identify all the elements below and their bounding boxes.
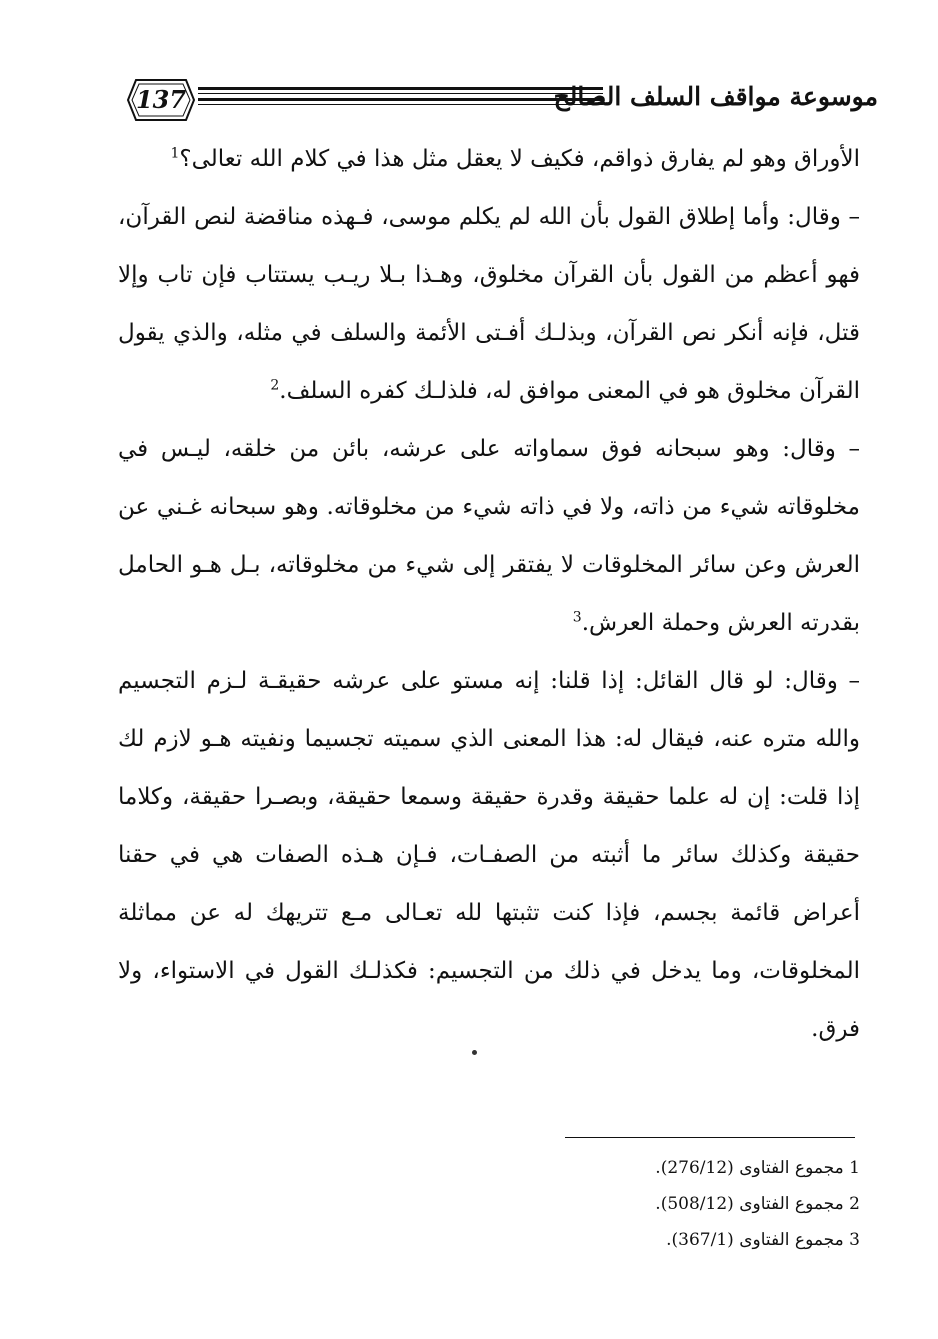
paragraph <box>118 652 860 1058</box>
footnotes <box>565 1150 860 1258</box>
footnote-ref: 1 <box>170 145 180 162</box>
header-rule <box>198 104 603 105</box>
header-rule <box>198 98 603 101</box>
main-text <box>118 130 860 1058</box>
paragraph-text: الأوراق وهو لم يفارق ذواقم، فكيف لا يعقل مثل هذا في كلام الله تعالى؟ <box>179 146 860 172</box>
page-number-badge <box>126 78 196 122</box>
page-number: 137 <box>135 85 187 114</box>
footnote-ref: 3 <box>572 609 582 626</box>
book-title: موسوعة مواقف السلف الصالح <box>553 82 878 111</box>
paragraph <box>118 130 860 188</box>
ink-speck <box>472 1050 477 1055</box>
footnote-item: 1 مجموع الفتاوى (276/12). <box>655 1158 860 1178</box>
paragraph-text: – وقال: لو قال القائل: إذا قلنا: إنه مستو على عرشه حقيقـة لـزم التجسيم والله متره عنه، فيقال له: هذا المعنى الذي سميته تجسيما ونفيته هـو لازم لك إذا قلت: إن له علما حقيقة وقدرة حقيقة وسمعا حقيقة، وبصـرا حقيقة، وكلاما حقيقة وكذلك سائر ما أثبته من الصفـات، فـإن هـذه الصفات هي في حقنا أعراض قائمة بجسم، فإذا كنت تثبتها لله تعـالى مـع تتريهك له عن مماثلة المخلوقات، وما يدخل في ذلك من التجسيم: فكذلـك القول في الاستواء، ولا فرق. <box>118 668 860 1042</box>
header-rule <box>198 93 603 94</box>
paragraph <box>118 420 860 652</box>
paragraph-text: – وقال: وهو سبحانه فوق سماواته على عرشه، بائن من خلقه، ليـس في مخلوقاته شيء من ذاته، ولا في ذاته شيء من مخلوقاته. وهو سبحانه غـني عن العرش وعن سائر المخلوقات لا يفتقر إلى شيء من مخلوقاته، بـل هـو الحامل بقدرته العرش وحملة العرش. <box>118 436 860 636</box>
paragraph <box>118 188 860 420</box>
footnote-ref: 2 <box>270 377 280 394</box>
header-rule <box>198 87 603 90</box>
footnote-separator <box>565 1137 855 1138</box>
footnote-item: 2 مجموع الفتاوى (508/12). <box>655 1194 860 1214</box>
footnote-item: 3 مجموع الفتاوى (367/1). <box>666 1230 860 1250</box>
page-header <box>118 60 878 140</box>
paragraph-text: – وقال: وأما إطلاق القول بأن الله لم يكلم موسى، فـهذه مناقضة لنص القرآن، فهو أعظم من القول بأن القرآن مخلوق، وهـذا بـلا ريـب يستتاب فإن تاب وإلا قتل، فإنه أنكر نص القرآن، وبذلـك أفـتى الأئمة والسلف في مثله، والذي يقول القرآن مخلوق هو في المعنى موافق له، فلذلـك كفره السلف. <box>118 204 860 404</box>
